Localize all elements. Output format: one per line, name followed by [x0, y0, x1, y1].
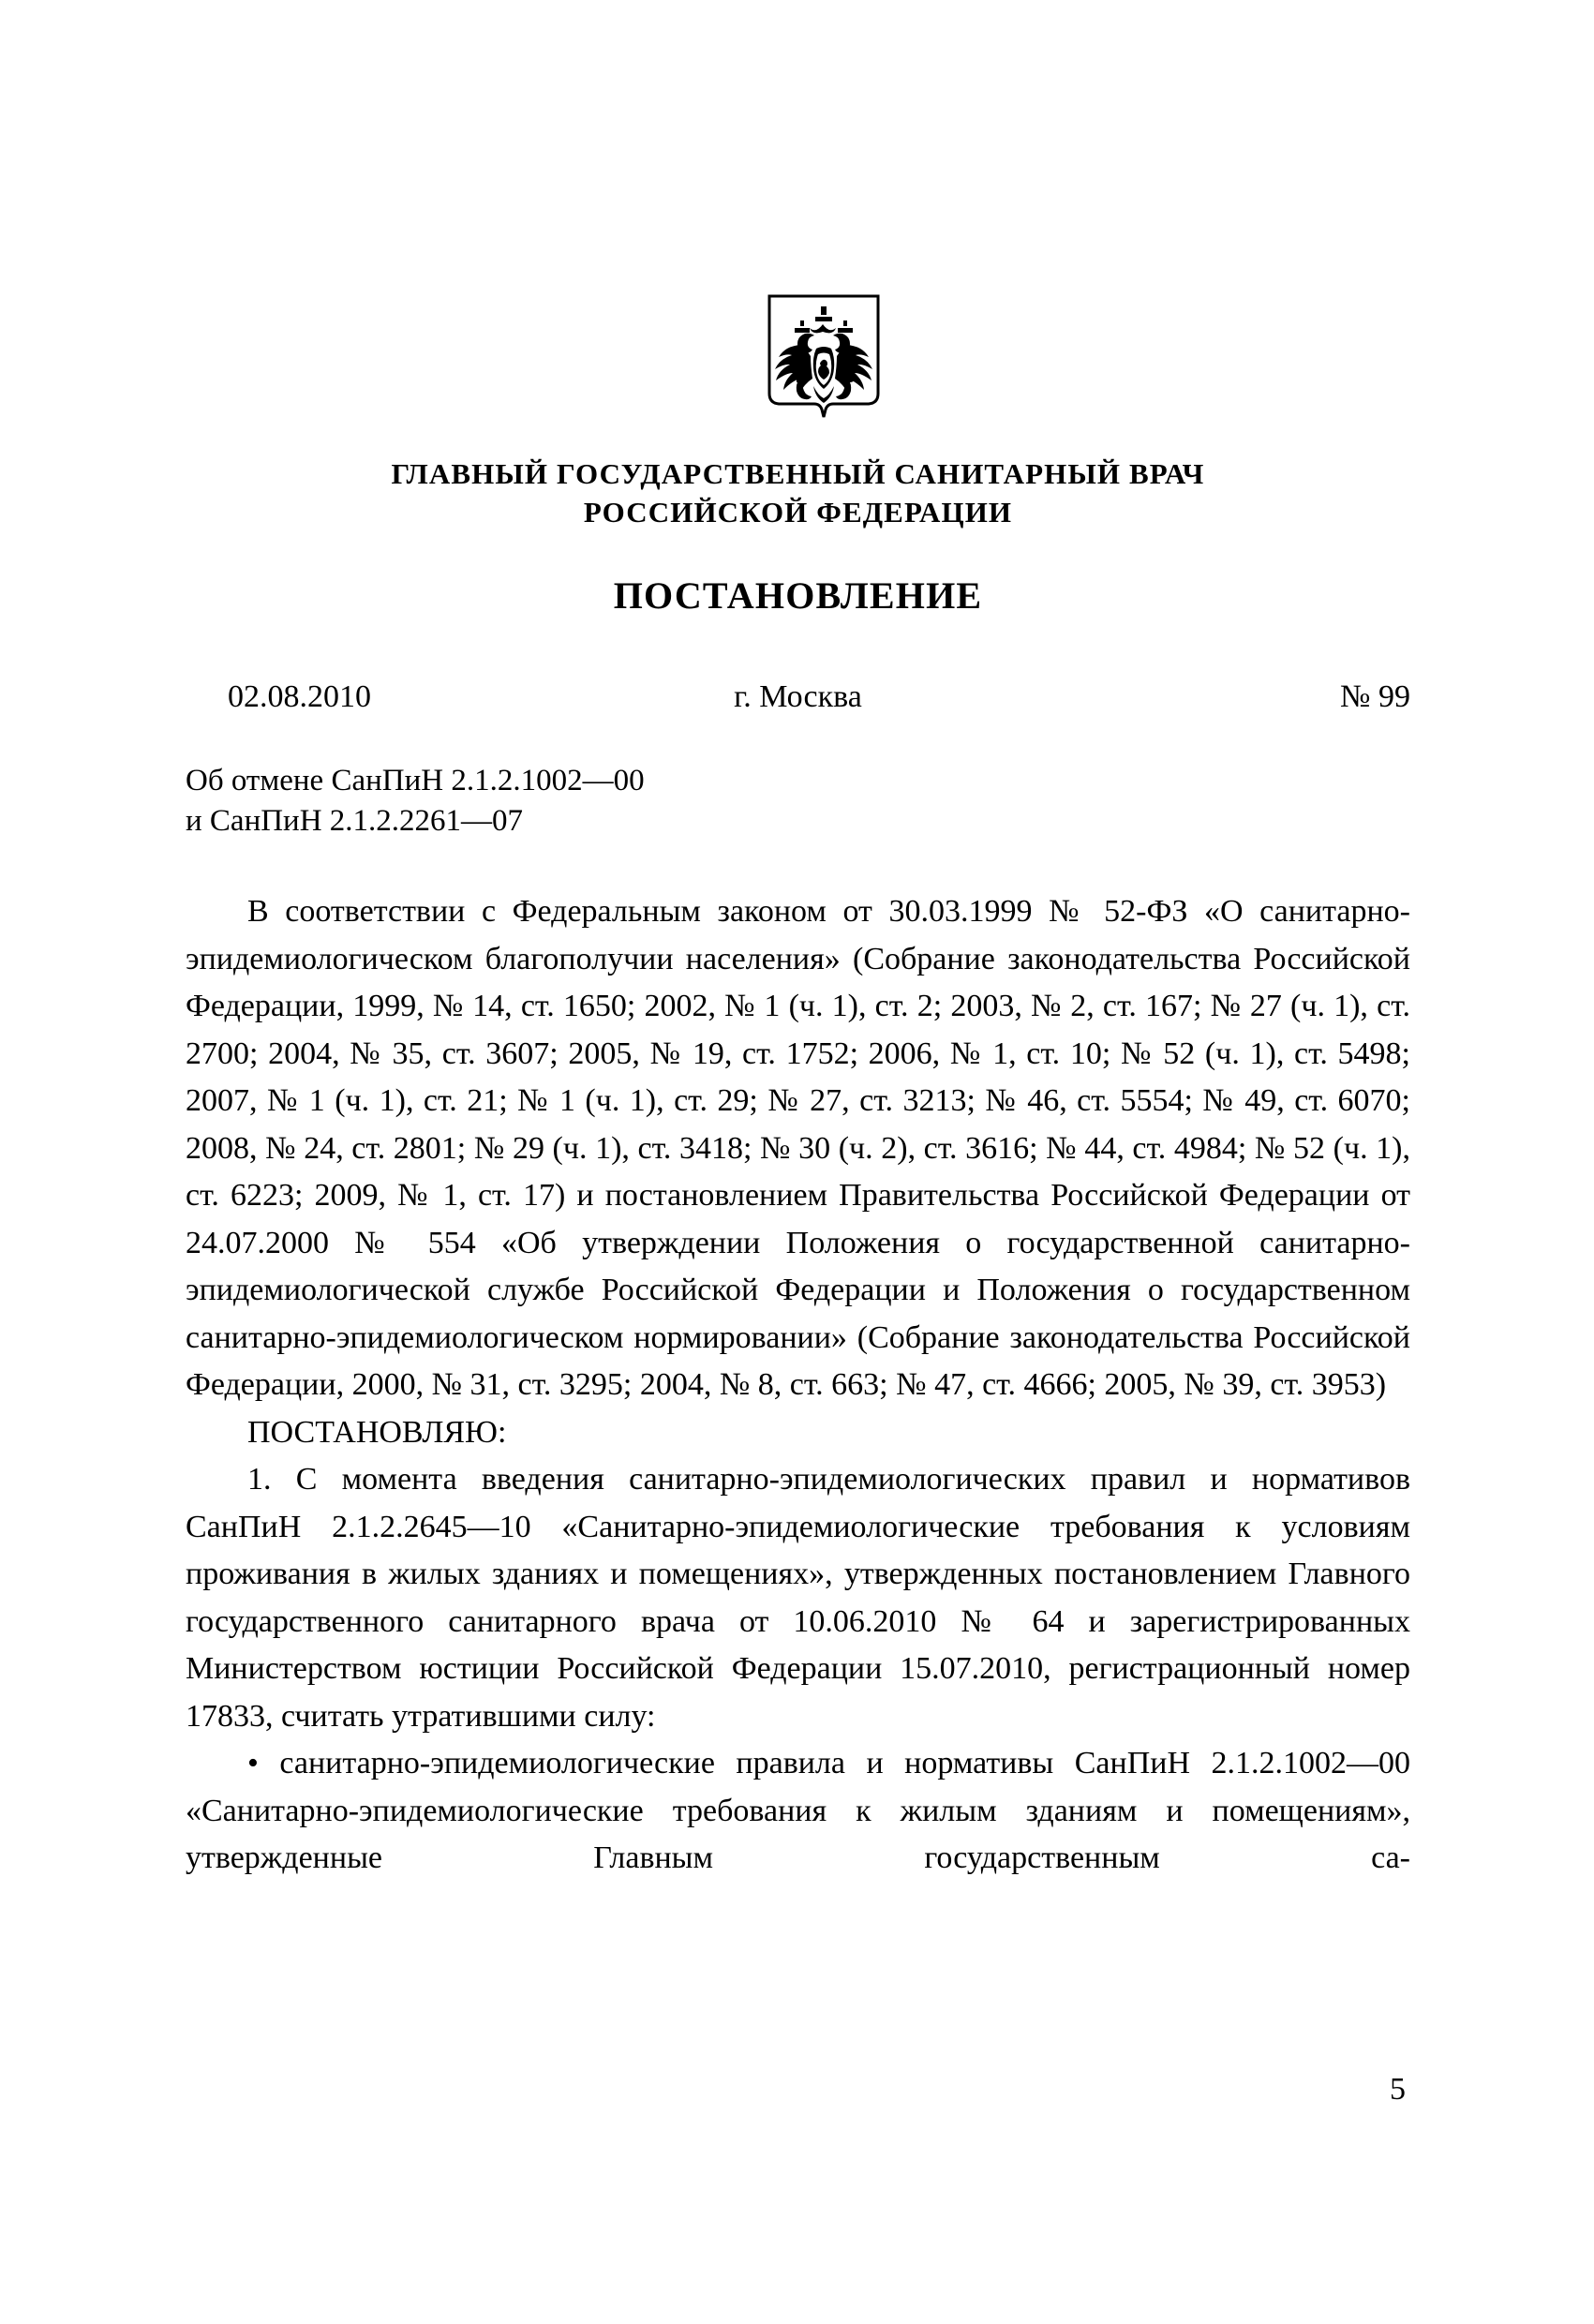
paragraph-preamble: В соответствии с Федеральным законом от 30.03.1999 № 52-ФЗ «О санитарно-эпидемиологическом благополучии населения» (Собрание законодательства Российской Федерации, 1999, № 14, ст. 1650; 2002, № 1 (ч. 1), ст. 2; 2003, № 2, ст. 167; № 27 (ч. 1), ст. 2700; 2004, № 35, ст. 3607; 2005, № 19, ст. 1752; 2006, № 1, ст. 10; № 52 (ч. 1), ст. 5498; 2007, № 1 (ч. 1), ст. 21; № 1 (ч. 1), ст. 29; № 27, ст. 3213; № 46, ст. 5554; № 49, ст. 6070; 2008, № 24, ст. 2801; № 29 (ч. 1), ст. 3418; № 30 (ч. 2), ст. 3616; № 44, ст. 4984; № 52 (ч. 1), ст. 6223; 2009, № 1, ст. 17) и постановлением Правительства Российской Федерации от 24.07.2000 № 554 «Об утверждении Положения о государственной санитарно-эпидемиологической службе Российской Федерации и Положения о государственном санитарно-эпидемиологическом нормировании» (Собрание законодательства Российской Федерации, 2000, № 31, ст. 3295; 2004, № 8, ст. 663; № 47, ст. 4666; 2005, № 39, ст. 3953) [186, 894, 1410, 1402]
document-subject [186, 761, 1029, 842]
coat-of-arms-emblem [186, 292, 1410, 434]
paragraph-item-1: 1. С момента введения санитарно-эпидемиологических правил и нормативов СанПиН 2.1.2.2645—10 «Санитарно-эпидемиологические требования к условиям проживания в жилых зданиях и помещениях», утвержденных постановлением Главного государственного санитарного врача от 10.06.2010 № 64 и зарегистрированных Министерством юстиции Российской Федерации 15.07.2010, регистрационный номер 17833, считать утратившими силу: [186, 1462, 1410, 1734]
organization-title [186, 454, 1410, 531]
page-number: 5 [1390, 2072, 1406, 2107]
russian-eagle-icon [764, 292, 884, 429]
document-city: г. Москва [734, 679, 862, 714]
document-meta-row [186, 677, 1410, 718]
document-number: № 99 [1340, 679, 1410, 714]
organization-title-line2: РОССИЙСКОЙ ФЕДЕРАЦИИ [583, 496, 1013, 529]
document-subject-line2: и СанПиН 2.1.2.2261—07 [186, 804, 524, 838]
document-body [186, 888, 1410, 1883]
document-type-heading: ПОСТАНОВЛЕНИЕ [613, 574, 983, 617]
document-date: 02.08.2010 [228, 679, 371, 714]
organization-title-line1: ГЛАВНЫЙ ГОСУДАРСТВЕННЫЙ САНИТАРНЫЙ ВРАЧ [391, 457, 1205, 490]
paragraph-bullet-1: • санитарно-эпидемиологические правила и нормативы СанПиН 2.1.2.1002—00 «Санитарно-эпидемиологические требования к жилым зданиям и помещениям», утвержденные Главным государственным са- [186, 1746, 1410, 1875]
paragraph-resolve-heading: ПОСТАНОВЛЯЮ: [247, 1414, 507, 1450]
document-subject-line1: Об отмене СанПиН 2.1.2.1002—00 [186, 764, 645, 797]
